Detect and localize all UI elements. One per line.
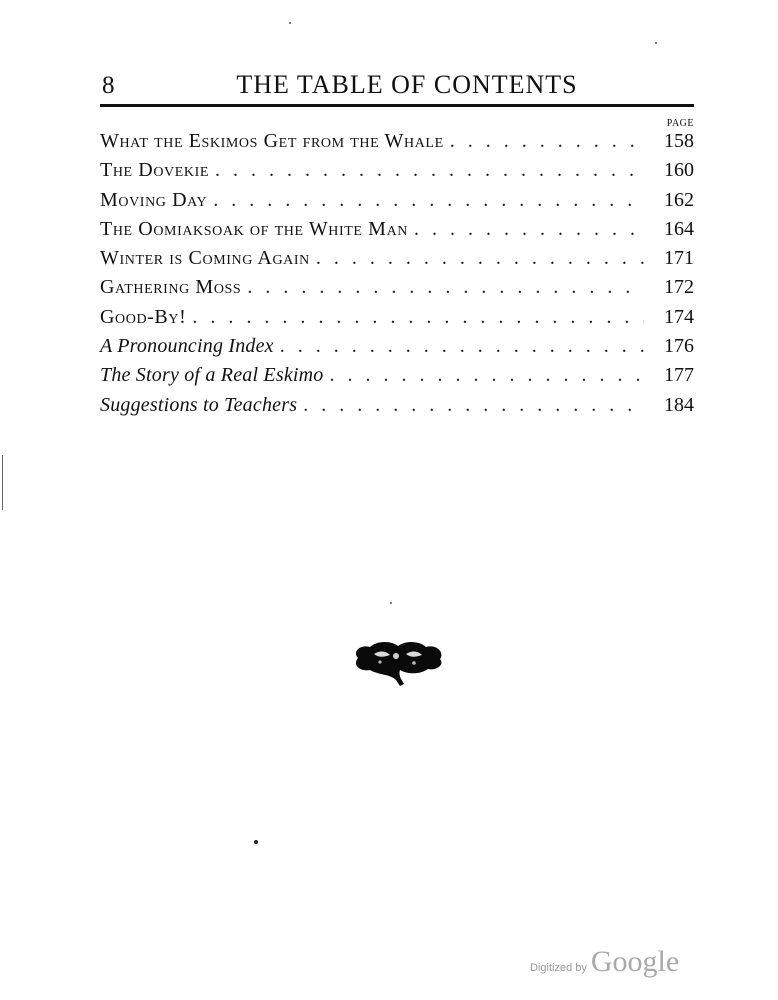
credit-prefix: Digitized by [530, 962, 587, 974]
toc-entry [100, 303, 694, 332]
dot-leader [316, 244, 644, 273]
dot-leader [213, 186, 644, 215]
print-speck [254, 840, 258, 844]
page-column-label: PAGE [666, 118, 694, 129]
toc-entry [100, 332, 694, 361]
toc-entry-title: The Dovekie [100, 159, 210, 182]
toc-entry-page: 171 [664, 247, 694, 270]
print-speck [390, 602, 392, 604]
toc-entry [100, 244, 694, 273]
dot-leader [280, 332, 644, 361]
page-number: 8 [102, 72, 115, 99]
dot-leader [303, 391, 644, 420]
toc-entry [100, 127, 694, 156]
digitization-credit [530, 945, 679, 979]
toc-entry [100, 156, 694, 185]
toc-entry-page: 177 [664, 364, 694, 387]
toc-entry-page: 162 [664, 188, 694, 211]
toc-entry-title: The Oomiaksoak of the White Man [100, 217, 408, 240]
toc-entry-title: Gathering Moss [100, 276, 242, 299]
table-of-contents [100, 127, 694, 420]
toc-entry-title: Winter is Coming Again [100, 247, 310, 270]
toc-entry-page: 184 [664, 393, 694, 416]
toc-entry [100, 215, 694, 244]
toc-entry-title: Suggestions to Teachers [100, 393, 298, 416]
toc-entry-page: 160 [664, 159, 694, 182]
page-header [100, 70, 694, 104]
dot-leader [192, 303, 644, 332]
dot-leader [330, 361, 644, 390]
toc-entry [100, 273, 694, 302]
dot-leader [215, 156, 644, 185]
toc-entry-page: 174 [664, 305, 694, 328]
toc-entry-title: Good-By! [100, 305, 187, 328]
toc-entry [100, 186, 694, 215]
toc-entry-title: What the Eskimos Get from the Whale [100, 130, 444, 152]
printer-ornament-icon [350, 638, 446, 688]
credit-brand: Google [590, 945, 680, 978]
header-rule [100, 104, 694, 107]
print-speck [655, 42, 657, 44]
toc-entry-title: Moving Day [100, 188, 208, 211]
page-title: THE TABLE OF CONTENTS [236, 70, 578, 99]
toc-entry-page: 164 [664, 217, 694, 240]
dot-leader [247, 273, 644, 302]
toc-entry-page: 158 [664, 130, 694, 152]
print-speck [289, 22, 291, 24]
toc-entry-title: The Story of a Real Eskimo [100, 364, 324, 387]
dot-leader [450, 127, 644, 156]
toc-entry [100, 361, 694, 390]
toc-entry [100, 391, 694, 420]
toc-entry-page: 176 [664, 335, 694, 358]
scan-edge-mark [2, 455, 3, 510]
toc-entry-page: 172 [664, 276, 694, 299]
toc-entry-title: A Pronouncing Index [100, 335, 274, 358]
dot-leader [414, 215, 644, 244]
